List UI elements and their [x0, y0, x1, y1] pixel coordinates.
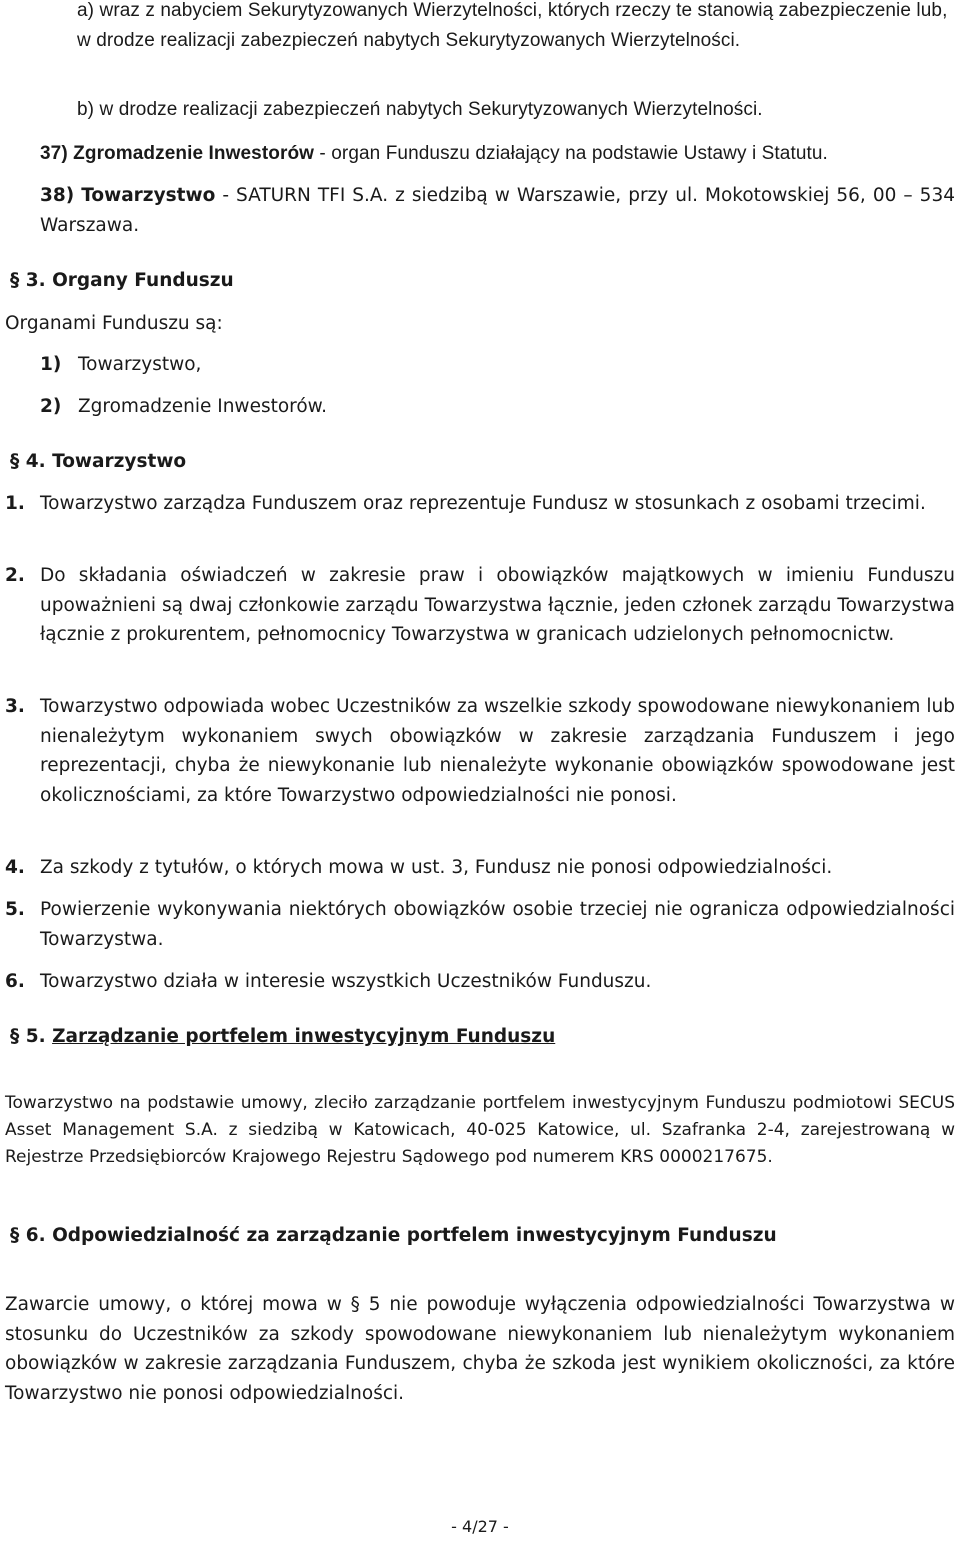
organ-item-number: 2) [40, 396, 62, 417]
clause-text: Do składania oświadczeń w zakresie praw i obowiązków majątkowych w imieniu Funduszu upoważnieni są dwaj członkowie zarządu Towarzystwa łącznie, jeden członek zarządu Towarzystwa łącznie z prokurentem, pełnomocnicy Towarzystwa w granicach udzielonych pełnomocnictw. [40, 565, 955, 645]
clause-text: Towarzystwo działa w interesie wszystkich Uczestników Funduszu. [40, 971, 652, 992]
clause-text: Powierzenie wykonywania niektórych obowiązków osobie trzeciej nie ogranicza odpowiedzialności Towarzystwa. [40, 899, 955, 950]
list-item-b [77, 95, 955, 125]
list-text: wraz z nabyciem Sekurytyzowanych Wierzytelności, których rzeczy te stanowią zabezpieczenie lub, w drodze realizacji zabezpieczeń nabytych Sekurytyzowanych Wierzytelności. [77, 0, 948, 51]
definition-number: 37) [40, 143, 68, 164]
definition-number: 38) [40, 185, 75, 206]
definition-text: - SATURN TFI S.A. z siedzibą w Warszawie, przy ul. Mokotowskiej 56, 00 – 534 Warszawa. [40, 185, 955, 236]
clause-number: 4. [5, 857, 25, 878]
section-6-heading [10, 1221, 777, 1251]
clause-number: 3. [5, 696, 25, 717]
definition-term: Zgromadzenie Inwestorów [73, 143, 315, 164]
section-6-body: Zawarcie umowy, o której mowa w § 5 nie powoduje wyłączenia odpowiedzialności Towarzystwa w stosunku do Uczestników za szkody spowodowane niewykonaniem lub nienależytym wykonaniem obowiązków w zakresie zarządzania Funduszem, chyba że szkoda jest wynikiem okoliczności, za które Towarzystwo nie ponosi odpowiedzialności. [5, 1294, 955, 1404]
section-title: Towarzystwo [52, 451, 187, 472]
section-sign: § [10, 1225, 20, 1246]
organ-item-number: 1) [40, 354, 62, 375]
list-prefix: b) [77, 99, 95, 120]
definition-text: - organ Funduszu działający na podstawie Ustawy i Statutu. [314, 143, 828, 164]
organ-item-text: Towarzystwo, [78, 354, 202, 375]
section-number: 4. [25, 451, 46, 472]
clause-number: 5. [5, 899, 25, 920]
section-number: 6. [25, 1225, 46, 1246]
section-3-heading [10, 266, 234, 296]
clause-number: 1. [5, 493, 25, 514]
clause-text: Za szkody z tytułów, o których mowa w ust. 3, Fundusz nie ponosi odpowiedzialności. [40, 857, 833, 878]
section-3-intro: Organami Funduszu są: [5, 313, 223, 334]
section-5-body: Towarzystwo na podstawie umowy, zleciło zarządzanie portfelem inwestycyjnym Funduszu podmiotowi SECUS Asset Management S.A. z siedzibą w Katowicach, 40-025 Katowice, ul. Szafranka 2-4, zarejestrowaną w Rejestrze Przedsiębiorców Krajowego Rejestru Sądowego pod numerem KRS 0000217675. [5, 1093, 955, 1167]
page-number: - 4/27 - [451, 1517, 509, 1536]
section-5-heading [10, 1022, 555, 1052]
section-sign: § [10, 1026, 20, 1047]
section-title: Odpowiedzialność za zarządzanie portfelem inwestycyjnym Funduszu [52, 1225, 777, 1246]
clause-text: Towarzystwo odpowiada wobec Uczestników za wszelkie szkody spowodowane niewykonaniem lub nienależytym wykonaniem swych obowiązków w zakresie zarządzania Funduszem i jego reprezentacji, chyba że niewykonanie lub nienależyte wykonanie obowiązków spowodowane jest okolicznościami, za które Towarzystwo odpowiedzialności nie ponosi. [40, 696, 955, 806]
definition-37 [40, 139, 955, 169]
section-number: 3. [25, 270, 46, 291]
section-title: Zarządzanie portfelem inwestycyjnym Funduszu [52, 1026, 556, 1047]
clause-number: 6. [5, 971, 25, 992]
section-sign: § [10, 270, 20, 291]
section-sign: § [10, 451, 20, 472]
section-4-heading [10, 447, 186, 477]
clause-text: Towarzystwo zarządza Funduszem oraz reprezentuje Fundusz w stosunkach z osobami trzecimi. [40, 493, 926, 514]
definition-38 [40, 181, 955, 240]
section-number: 5. [25, 1026, 46, 1047]
list-prefix: a) [77, 0, 95, 21]
list-text: w drodze realizacji zabezpieczeń nabytych Sekurytyzowanych Wierzytelności. [99, 99, 763, 120]
list-item-a [77, 0, 955, 55]
organ-item-text: Zgromadzenie Inwestorów. [78, 396, 327, 417]
section-title: Organy Funduszu [52, 270, 234, 291]
definition-term: Towarzystwo [81, 185, 216, 206]
clause-number: 2. [5, 565, 25, 586]
